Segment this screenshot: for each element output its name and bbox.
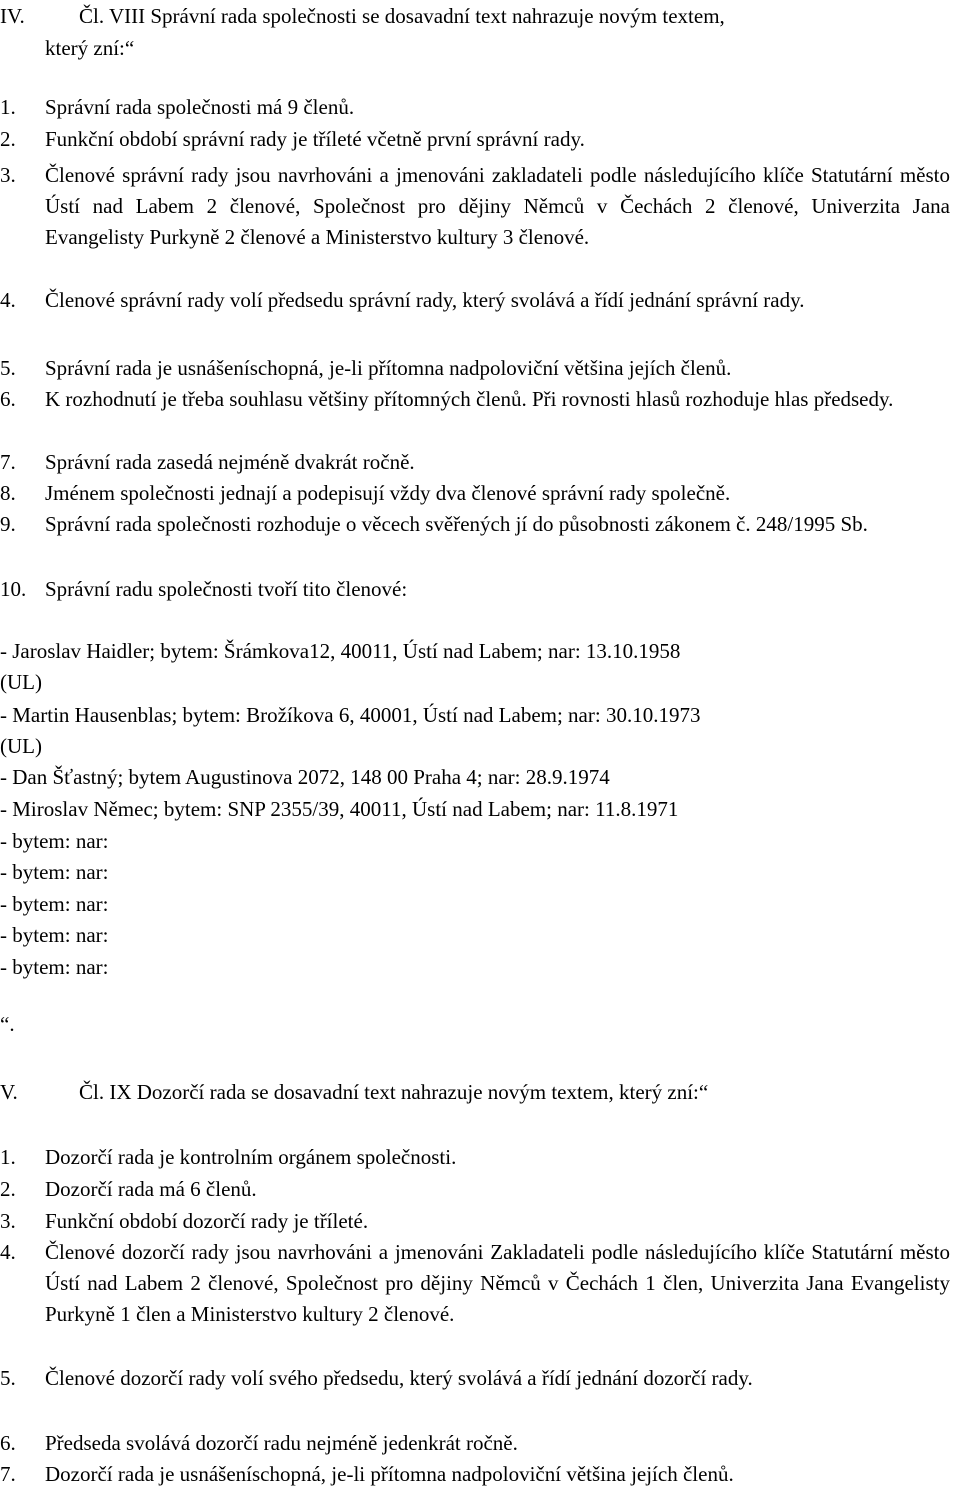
list-item xyxy=(0,1206,950,1237)
list-item xyxy=(0,1142,950,1173)
item-number: 3. xyxy=(0,1209,16,1233)
list-item xyxy=(0,285,950,316)
item-number: 9. xyxy=(0,512,16,536)
section-iv-title-cont: který zní:“ xyxy=(45,36,135,60)
member-entry: - bytem: nar: xyxy=(0,860,109,884)
item-number: 10. xyxy=(0,577,27,601)
item-text: Členové správní rady volí předsedu správní rady, který svolává a řídí jednání správní rady. xyxy=(45,288,805,312)
member-entry xyxy=(0,636,955,698)
item-number: 4. xyxy=(0,1240,16,1264)
item-text: K rozhodnutí je třeba souhlasu většiny přítomných členů. Při rovnosti hlasů rozhoduje hlas předsedy. xyxy=(45,387,894,411)
item-text: Dozorčí rada je kontrolním orgánem společnosti. xyxy=(45,1145,457,1169)
member-line: - Martin Hausenblas; bytem: Brožíkova 6, 40001, Ústí nad Labem; nar: 30.10.1973 xyxy=(0,703,701,727)
item-number: 2. xyxy=(0,1177,16,1201)
item-number: 1. xyxy=(0,95,16,119)
section-v-title: Čl. IX Dozorčí rada se dosavadní text nahrazuje novým textem, který zní:“ xyxy=(79,1080,709,1104)
item-text: Správní rada společnosti rozhoduje o věcech svěřených jí do působnosti zákonem č. 248/1995 Sb. xyxy=(45,512,868,536)
member-entry: - bytem: nar: xyxy=(0,923,109,947)
member-entry: - bytem: nar: xyxy=(0,829,109,853)
member-entry: - Dan Šťastný; bytem Augustinova 2072, 148 00 Praha 4; nar: 28.9.1974 xyxy=(0,765,610,789)
item-text: Správní rada společnosti má 9 členů. xyxy=(45,95,355,119)
item-text: Dozorčí rada má 6 členů. xyxy=(45,1177,257,1201)
list-item xyxy=(0,1459,950,1490)
list-item xyxy=(0,353,950,384)
item-number: 6. xyxy=(0,1431,16,1455)
item-text: Funkční období dozorčí rady je tříleté. xyxy=(45,1209,369,1233)
list-item xyxy=(0,92,950,123)
item-number: 4. xyxy=(0,288,16,312)
item-text: Funkční období správní rady je tříleté včetně první správní rady. xyxy=(45,127,585,151)
section-v-number: V. xyxy=(0,1080,18,1104)
item-text: Členové dozorčí rady jsou navrhováni a jmenováni Zakladateli podle následujícího klíče Statutární město Ústí nad Labem 2 členové, Společnost pro dějiny Němců v Čechách 1 člen, Univerzita Jana Evangelisty Purkyně 1 člen a Ministerstvo kultury 2 členové. xyxy=(45,1240,950,1326)
section-iv-title: Čl. VIII Správní rada společnosti se dosavadní text nahrazuje novým textem, xyxy=(79,4,725,28)
list-item xyxy=(0,574,950,605)
item-text: Jménem společnosti jednají a podepisují vždy dva členové správní rady společně. xyxy=(45,481,731,505)
item-number: 8. xyxy=(0,481,16,505)
list-item xyxy=(0,160,950,253)
list-item xyxy=(0,1428,950,1459)
item-text: Předseda svolává dozorčí radu nejméně jedenkrát ročně. xyxy=(45,1431,518,1455)
member-entry xyxy=(0,700,955,762)
item-text: Členové správní rady jsou navrhováni a jmenováni zakladateli podle následujícího klíče Statutární město Ústí nad Labem 2 členové, Společnost pro dějiny Němců v Čechách 2 členové, Univerzita Jana Evangelisty Purkyně 2 členové a Ministerstvo kultury 3 členové. xyxy=(45,163,950,249)
list-item xyxy=(0,1237,950,1330)
item-text: Správní radu společnosti tvoří tito členové: xyxy=(45,577,408,601)
item-number: 7. xyxy=(0,1462,16,1486)
list-item xyxy=(0,1174,950,1205)
closing-quote: “. xyxy=(0,1012,15,1036)
list-item xyxy=(0,447,950,478)
item-number: 2. xyxy=(0,127,16,151)
item-text: Dozorčí rada je usnášeníschopná, je-li přítomna nadpoloviční většina jejích členů. xyxy=(45,1462,734,1486)
item-text: Členové dozorčí rady volí svého předsedu, který svolává a řídí jednání dozorčí rady. xyxy=(45,1366,753,1390)
member-entry: - Miroslav Němec; bytem: SNP 2355/39, 40011, Ústí nad Labem; nar: 11.8.1971 xyxy=(0,797,679,821)
item-text: Správní rada je usnášeníschopná, je-li přítomna nadpoloviční většina jejích členů. xyxy=(45,356,732,380)
member-note: (UL) xyxy=(0,734,42,758)
item-number: 1. xyxy=(0,1145,16,1169)
list-item xyxy=(0,1363,950,1394)
item-number: 6. xyxy=(0,387,16,411)
item-text: Správní rada zasedá nejméně dvakrát ročně. xyxy=(45,450,415,474)
list-item xyxy=(0,478,950,509)
member-entry: - bytem: nar: xyxy=(0,955,109,979)
item-number: 7. xyxy=(0,450,16,474)
section-iv-number: IV. xyxy=(0,4,25,28)
item-number: 5. xyxy=(0,1366,16,1390)
list-item xyxy=(0,384,950,415)
list-item xyxy=(0,124,950,155)
member-note: (UL) xyxy=(0,670,42,694)
list-item xyxy=(0,509,950,540)
item-number: 3. xyxy=(0,163,16,187)
member-entry: - bytem: nar: xyxy=(0,892,109,916)
item-number: 5. xyxy=(0,356,16,380)
member-line: - Jaroslav Haidler; bytem: Šrámkova12, 40011, Ústí nad Labem; nar: 13.10.1958 xyxy=(0,639,681,663)
